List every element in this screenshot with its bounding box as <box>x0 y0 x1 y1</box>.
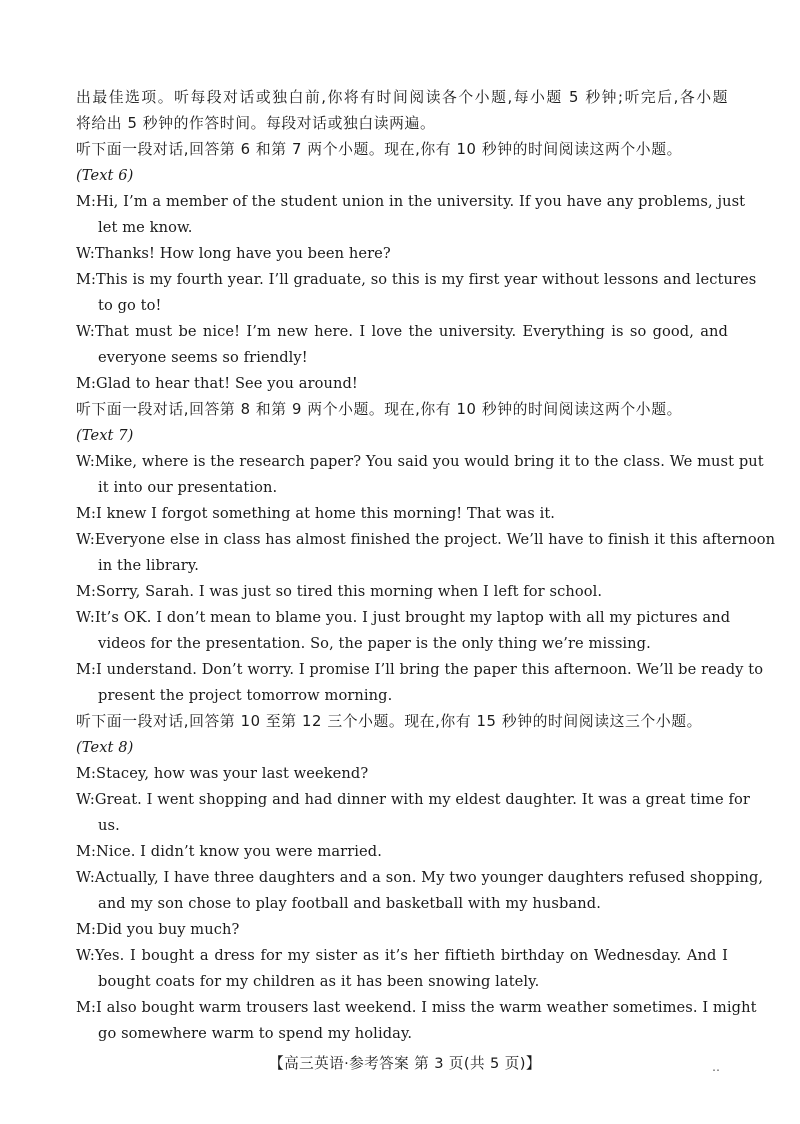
text7-label: (Text 7) <box>76 427 134 444</box>
text8-line-4: M:Nice. I didn’t know you were married. <box>76 843 382 860</box>
text6-line-3: W:Thanks! How long have you been here? <box>76 245 391 262</box>
text7-line-4: W:Everyone else in class has almost finished the project. We’ll have to finish it this afternoon <box>76 531 776 548</box>
text6-line-4: M:This is my fourth year. I’ll graduate, so this is my first year without lessons and lectures <box>76 271 757 288</box>
text6-line-8: M:Glad to hear that! See you around! <box>76 375 358 392</box>
text7-line-10: present the project tomorrow morning. <box>98 687 393 704</box>
text8-line-6: and my son chose to play football and basketball with my husband. <box>98 895 601 912</box>
text7-line-8: videos for the presentation. So, the paper is the only thing we’re missing. <box>98 635 651 652</box>
page-footer: 【高三英语·参考答案 第 3 页(共 5 页)】 <box>269 1055 541 1072</box>
text7-line-2: it into our presentation. <box>98 479 278 496</box>
text8-line-7: M:Did you buy much? <box>76 921 240 938</box>
instruction-text8: 听下面一段对话,回答第 10 至第 12 三个小题。现在,你有 15 秒钟的时间阅读这三个小题。 <box>76 713 703 730</box>
instruction-text6: 听下面一段对话,回答第 6 和第 7 两个小题。现在,你有 10 秒钟的时间阅读这两个小题。 <box>76 141 682 158</box>
text6-line-1: M:Hi, I’m a member of the student union in the university. If you have any problems, just <box>76 193 746 210</box>
text6-label: (Text 6) <box>76 167 134 184</box>
text6-line-7: everyone seems so friendly! <box>98 349 308 366</box>
text8-line-5: W:Actually, I have three daughters and a son. My two younger daughters refused shopping, <box>76 869 764 886</box>
text7-line-3: M:I knew I forgot something at home this morning! That was it. <box>76 505 556 522</box>
text6-line-2: let me know. <box>98 219 193 236</box>
text7-line-6: M:Sorry, Sarah. I was just so tired this morning when I left for school. <box>76 583 603 600</box>
text7-line-9: M:I understand. Don’t worry. I promise I’ll bring the paper this afternoon. We’ll be ready to <box>76 661 764 678</box>
text8-line-8: W:Yes. I bought a dress for my sister as it’s her fiftieth birthday on Wednesday. And I <box>76 947 728 964</box>
text8-line-11: go somewhere warm to spend my holiday. <box>98 1025 413 1042</box>
text8-line-9: bought coats for my children as it has been snowing lately. <box>98 973 540 990</box>
instruction-text7: 听下面一段对话,回答第 8 和第 9 两个小题。现在,你有 10 秒钟的时间阅读这两个小题。 <box>76 401 682 418</box>
text7-line-1: W:Mike, where is the research paper? You said you would bring it to the class. We must put <box>76 453 764 470</box>
text8-line-1: M:Stacey, how was your last weekend? <box>76 765 369 782</box>
text8-label: (Text 8) <box>76 739 134 756</box>
corner-mark: ‥ <box>712 1060 721 1074</box>
text7-line-7: W:It’s OK. I don’t mean to blame you. I just brought my laptop with all my pictures and <box>76 609 731 626</box>
text8-line-10: M:I also bought warm trousers last weekend. I miss the warm weather sometimes. I might <box>76 999 757 1016</box>
intro-line-2: 将给出 5 秒钟的作答时间。每段对话或独白读两遍。 <box>76 115 436 132</box>
text8-line-3: us. <box>98 817 120 834</box>
text8-line-2: W:Great. I went shopping and had dinner with my eldest daughter. It was a great time for <box>76 791 750 808</box>
intro-line-1: 出最佳选项。听每段对话或独白前,你将有时间阅读各个小题,每小题 5 秒钟;听完后,各小题 <box>76 89 728 106</box>
text6-line-5: to go to! <box>98 297 162 314</box>
text7-line-5: in the library. <box>98 557 200 574</box>
text6-line-6: W:That must be nice! I’m new here. I love the university. Everything is so good, and <box>76 323 728 340</box>
